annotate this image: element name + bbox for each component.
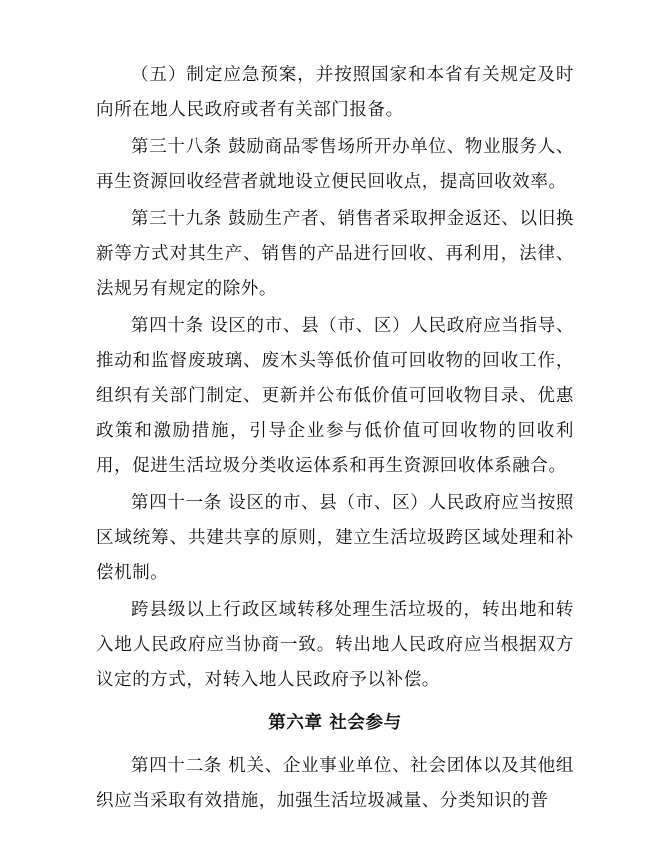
paragraph-text: 设区的市、县（市、区）人民政府应当指导、推动和监督废玻璃、废木头等低价值可回收物的回收工作，组织有关部门制定、更新并公布低价值可回收物目录、优惠政策和激励措施，引导企业参与低价值可回收物的回收利用，促进生活垃圾分类收运体系和再生资源回收体系融合。: [96, 316, 574, 476]
paragraph-article-42: [96, 749, 574, 819]
article-number: 第四十二条: [131, 756, 223, 776]
paragraph-text: 跨县级以上行政区域转移处理生活垃圾的，转出地和转入地人民政府应当协商一致。转出地人民政府应当根据双方议定的方式，对转入地人民政府予以补偿。: [96, 600, 574, 690]
paragraph-text: 设区的市、县（市、区）人民政府应当按照区域统筹、共建共享的原则，建立生活垃圾跨区域处理和补偿机制。: [96, 493, 574, 583]
article-number: 第四十一条: [131, 493, 223, 513]
paragraph-article-41-clause-2: [96, 593, 574, 698]
paragraph-article-38: [96, 130, 574, 200]
article-number: 第三十八条: [131, 137, 223, 157]
paragraph-article-39: [96, 202, 574, 307]
paragraph-item-5: [96, 58, 574, 128]
paragraph-text: 鼓励商品零售场所开办单位、物业服务人、再生资源回收经营者就地设立便民回收点，提高回收效率。: [96, 137, 574, 192]
paragraph-article-41: [96, 486, 574, 591]
article-number: 第三十九条: [131, 209, 223, 229]
paragraph-text: （五）制定应急预案，并按照国家和本省有关规定及时向所在地人民政府或者有关部门报备。: [96, 65, 574, 120]
paragraph-article-40: [96, 309, 574, 484]
article-number: 第四十条: [131, 316, 204, 336]
paragraph-text: 机关、企业事业单位、社会团体以及其他组织应当采取有效措施，加强生活垃圾减量、分类知识的普: [96, 756, 574, 811]
document-page: [96, 58, 574, 819]
paragraph-text: 鼓励生产者、销售者采取押金返还、以旧换新等方式对其生产、销售的产品进行回收、再利用，法律、法规另有规定的除外。: [96, 209, 574, 299]
chapter-heading: 第六章 社会参与: [268, 713, 402, 733]
